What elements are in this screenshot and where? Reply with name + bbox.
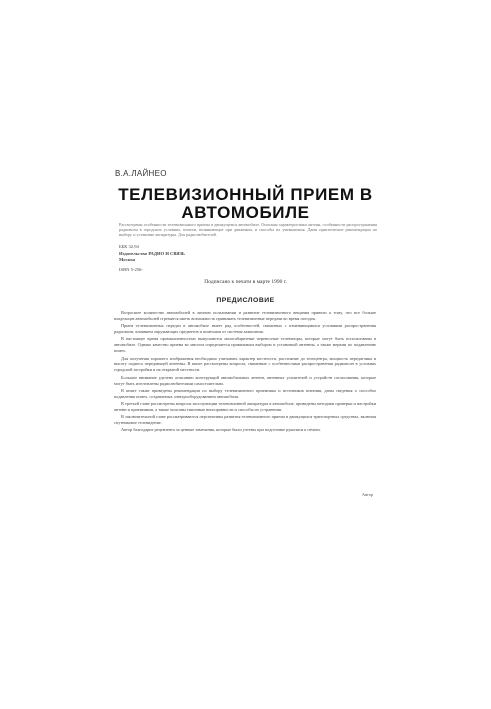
classification-code: ББК 32.94 bbox=[119, 244, 139, 249]
preface-paragraph: Для получения хорошего изображения необходимо учитывать характер местности, расстояние до телецентра, мощность передатчика и высоту подвеса передающей антенны. В книге рассмотрены вопросы, связанные с особенностями распространения радиоволн в условиях городской застройки и на открытой местности. bbox=[114, 355, 376, 373]
preface-paragraph: В заключительной главе рассматриваются перспективы развития телевизионного приема в движущихся транспортных средствах, включая спутниковое телевидение. bbox=[114, 414, 376, 426]
section-heading: ПРЕДИСЛОВИЕ bbox=[216, 297, 275, 304]
preface-paragraph: Большое внимание уделено описанию конструкций автомобильных антенн, антенных усилителей и устройств согласования, которые могут быть изготовлены радиолюбителями самостоятельно. bbox=[114, 374, 376, 386]
abstract-paragraph: Рассмотрены особенности телевизионного приема в движущемся автомобиле. Описаны характеристики антенн, особенности распространения радиоволн в городских условиях, помехи, возникающие при движении, и способы их уменьшения. Даны практические рекомендации по выбору и установке аппаратуры. Для радиолюбителей. bbox=[119, 222, 377, 238]
publisher-city: Москва bbox=[119, 257, 136, 262]
author-name: В.А.ЛАЙНЕО bbox=[115, 169, 167, 178]
preface-paragraph: Прием телевизионных передач в автомобиле имеет ряд особенностей, связанных с изменяющимися условиями распространения радиоволн, влиянием окружающих предметов и помехами от системы зажигания. bbox=[114, 323, 376, 335]
preface-body bbox=[114, 310, 376, 435]
book-title-line-1: ТЕЛЕВИЗИОННЫЙ ПРИЕМ В bbox=[118, 185, 373, 204]
preface-paragraph: В книге также приведены рекомендации по выбору телевизионного приемника и источников питания, даны сведения о способах подавления помех, создаваемых электрооборудованием автомобиля. bbox=[114, 387, 376, 399]
author-signature: Автор bbox=[361, 492, 373, 497]
preface-paragraph: В настоящее время промышленностью выпускаются малогабаритные переносные телевизоры, которые могут быть использованы в автомобиле. Однако качество приема во многом определяется правильным выбором и установкой антенны, а также мерами по подавлению помех. bbox=[114, 336, 376, 354]
isbn: ISBN 5-256- bbox=[119, 267, 143, 272]
preface-paragraph: В третьей главе рассмотрены вопросы эксплуатации телевизионной аппаратуры в автомобиле, приведены методики проверки и настройки антенн и приемников, а также описаны типичные неисправности и способы их устранения. bbox=[114, 401, 376, 412]
print-date-line: Подписано к печати в марте 1990 г. bbox=[204, 279, 287, 285]
preface-paragraph: Автор благодарит рецензента за ценные замечания, которые были учтены при подготовке рукописи к печати. bbox=[121, 427, 321, 433]
publisher-name: Издательство РАДИО И СВЯЗЬ bbox=[119, 251, 185, 256]
book-title-line-2: АВТОМОБИЛЕ bbox=[181, 203, 310, 222]
preface-paragraph: Возросшее количество автомобилей в личном пользовании и развитие телевизионного вещания привели к тому, что все больше владельцев автомобилей стремятся иметь возможность принимать телевизионные передачи во время поездок. bbox=[114, 310, 376, 321]
